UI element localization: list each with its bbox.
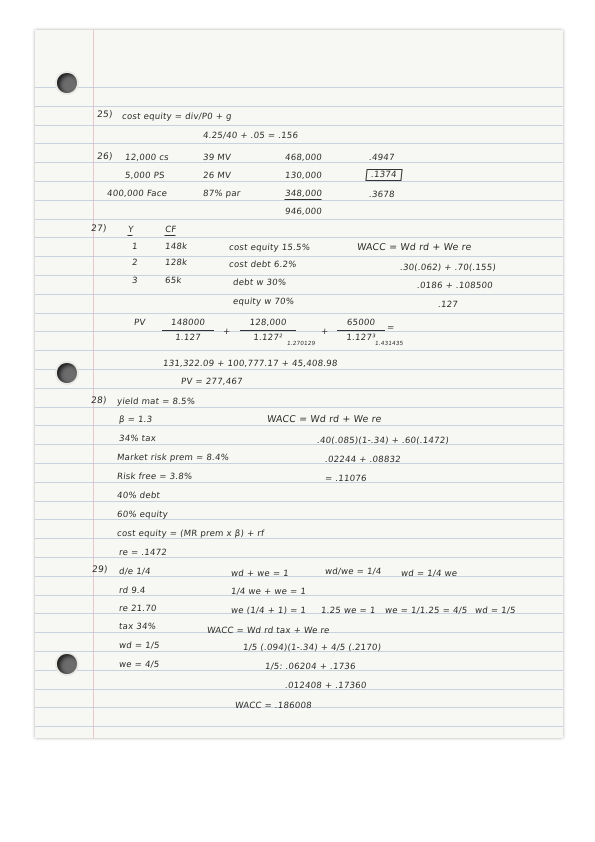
p29-we: we = 4/5 [118,660,160,670]
p27-pv-sub-2: 1.270129 [286,341,316,347]
p29-rd: rd 9.4 [118,586,146,596]
p27-plus-2: + [320,327,329,337]
p27-pv-num-3: 65000 [346,318,376,328]
p27-input-cost-debt: cost debt 6.2% [228,260,298,270]
p29-de: d/e 1/4 [118,567,152,577]
p27-pv-result: PV = 277,467 [180,377,244,387]
ruled-line [35,313,563,314]
p29-wd: wd = 1/5 [118,641,161,651]
p26-qty-2: 5,000 PS [124,171,166,181]
p27-pv-den-1: 1.127 [174,333,202,343]
binder-hole-middle [57,363,77,383]
p29-calc-2: 1/4 we + we = 1 [230,587,307,597]
p27-input-debt-weight: debt w 30% [232,278,287,288]
p27-pv-term-2 [240,318,296,343]
p29-tax: tax 34% [118,622,157,632]
ruled-line [35,275,563,276]
p27-wacc-formula: WACC = Wd rd + We re [356,242,473,253]
ruled-line [35,463,563,464]
ruled-line [35,125,563,126]
problem-27-number: 27) [90,224,108,234]
p27-cf-3: 65k [164,276,183,286]
ruled-line [35,331,563,332]
p27-wacc-line-3: .127 [437,300,459,310]
p29-calc-3c: we = 1/1.25 = 4/5 [384,606,468,616]
p27-pv-den-2: 1.127² [252,333,284,343]
p27-plus-1: + [222,327,231,337]
p29-calc-1c: wd = 1/4 we [400,569,458,579]
p27-pv-num-1: 148000 [170,318,206,328]
p28-wacc-line-1: .40(.085)(1-.34) + .60(.1472) [316,436,450,446]
ruled-line [35,369,563,370]
p26-value-1: 468,000 [284,153,323,163]
p27-equals: = [386,323,395,333]
p28-debt: 40% debt [116,491,161,501]
notebook-page [35,30,563,738]
p26-mv-1: 39 MV [202,153,232,163]
ruled-line [35,256,563,257]
p26-qty-1: 12,000 cs [124,153,170,163]
p26-qty-3: 400,000 Face [106,189,168,199]
p27-pv-label: PV [133,318,146,328]
p29-calc-7: .012408 + .17360 [284,681,368,691]
p27-wacc-line-1: .30(.062) + .70(.155) [399,263,497,273]
p26-weight-1: .4947 [368,153,396,163]
p29-calc-6: 1/5: .06204 + .1736 [264,662,357,672]
p26-weight-2-boxed: .1374 [365,169,402,181]
problem-29-number: 29) [91,565,109,575]
binder-hole-top [57,73,77,93]
p29-calc-3d: wd = 1/5 [474,606,517,616]
p27-col-cf: CF [164,225,177,235]
ruled-line [35,538,563,539]
p29-calc-5: 1/5 (.094)(1-.34) + 4/5 (.2170) [242,643,382,653]
p29-re: re 21.70 [118,604,158,614]
p27-wacc-line-2: .0186 + .108500 [416,281,494,291]
ruled-line [35,444,563,445]
binder-hole-bottom [57,654,77,674]
p27-year-2: 2 [131,258,139,268]
problem-26-number: 26) [96,152,114,162]
ruled-line [35,407,563,408]
ruled-line [35,519,563,520]
p26-value-2: 130,000 [284,171,323,181]
ruled-line [35,425,563,426]
ruled-line [35,237,563,238]
p28-beta: β = 1.3 [118,415,153,425]
problem-25-result: 4.25/40 + .05 = .156 [202,131,299,141]
p27-pv-sum: 131,322.09 + 100,777.17 + 45,408.98 [162,359,339,369]
p28-equity: 60% equity [116,510,169,520]
p27-cf-1: 148k [164,242,188,252]
p29-calc-1b: wd/we = 1/4 [324,567,382,577]
p27-cf-2: 128k [164,258,188,268]
p28-cost-equity: cost equity = (MR prem x β) + rf [116,529,265,539]
p27-input-cost-equity: cost equity 15.5% [228,243,311,253]
p28-risk-free: Risk free = 3.8% [116,472,193,482]
p28-wacc-formula: WACC = Wd rd + We re [266,414,383,425]
ruled-line [35,219,563,220]
p29-calc-3b: 1.25 we = 1 [320,606,377,616]
p27-pv-sub-3: 1.431435 [374,341,404,347]
ruled-line [35,482,563,483]
p27-col-y: Y [127,225,135,235]
p26-weight-3: .3678 [368,190,396,200]
ruled-line [35,557,563,558]
p28-yield: yield mat = 8.5% [116,397,196,407]
p29-calc-3: we (1/4 + 1) = 1 [230,606,307,616]
ruled-line [35,181,563,182]
p28-wacc-line-2: .02244 + .08832 [324,455,402,465]
p27-pv-num-2: 128,000 [249,318,287,328]
ruled-line [35,143,563,144]
p27-pv-term-1 [162,318,214,343]
ruled-line [35,87,563,88]
ruled-line [35,294,563,295]
p29-calc-4: WACC = Wd rd tax + We re [206,626,331,636]
p26-value-3: 348,000 [284,189,323,199]
p28-market-risk: Market risk prem = 8.4% [116,453,230,463]
p29-calc-8: WACC = .186008 [234,701,313,711]
ruled-line [35,576,563,577]
problem-25-formula: cost equity = div/P0 + g [121,112,233,122]
p26-total: 946,000 [284,207,323,217]
ruled-line [35,726,563,727]
p27-pv-den-3: 1.127³ [345,333,377,343]
problem-25-number: 25) [96,110,114,120]
p26-mv-3: 87% par [202,189,242,199]
ruled-line [35,388,563,389]
p27-pv-term-3 [337,318,385,343]
p27-year-1: 1 [131,242,139,252]
p26-mv-2: 26 MV [202,171,232,181]
problem-28-number: 28) [90,396,108,406]
p28-tax: 34% tax [118,434,157,444]
p28-wacc-line-3: = .11076 [324,474,368,484]
p27-input-equity-weight: equity w 70% [232,297,295,307]
ruled-line [35,106,563,107]
p27-year-3: 3 [131,276,139,286]
ruled-line [35,350,563,351]
p29-calc-1: wd + we = 1 [230,569,290,579]
p28-re: re = .1472 [118,548,168,558]
ruled-line [35,501,563,502]
